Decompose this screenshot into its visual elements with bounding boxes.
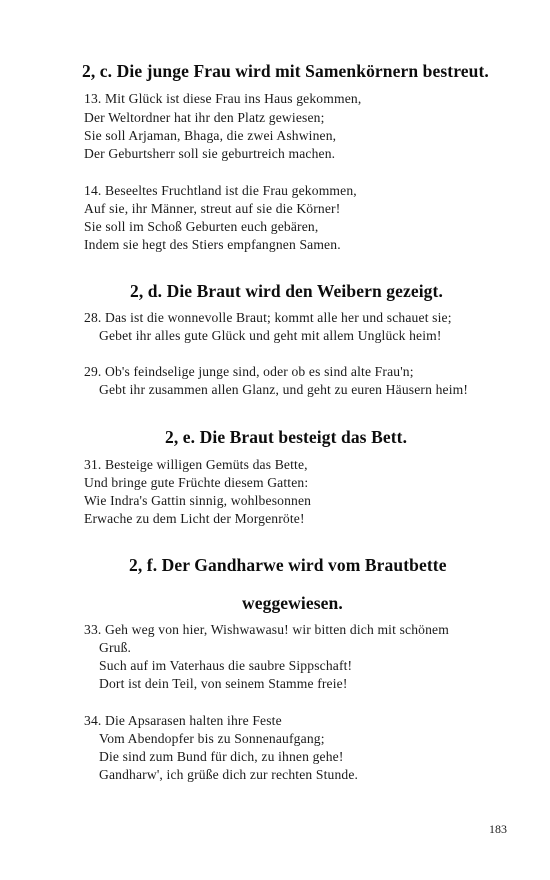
section-heading-2f-continued: weggewiesen. — [242, 593, 343, 613]
verse-line: Und bringe gute Früchte diesem Gatten: — [84, 475, 309, 490]
verse-line: 28. Das ist die wonnevolle Braut; kommt alle her und schauet sie; — [84, 310, 452, 325]
verse-line: 14. Beseeltes Fruchtland ist die Frau gekommen, — [84, 183, 357, 198]
verse-line: Wie Indra's Gattin sinnig, wohlbesonnen — [84, 493, 312, 508]
verse-line: Dort ist dein Teil, von seinem Stamme freie! — [99, 676, 348, 691]
verse-line: 13. Mit Glück ist diese Frau ins Haus gekommen, — [84, 91, 362, 106]
verse-line: Der Weltordner hat ihr den Platz gewiesen; — [84, 110, 325, 125]
section-heading-2e: 2, e. Die Braut besteigt das Bett. — [165, 427, 408, 447]
verse-line: 29. Ob's feindselige junge sind, oder ob es sind alte Frau'n; — [84, 364, 414, 379]
verse-line: Der Geburtsherr soll sie geburtreich machen. — [84, 146, 336, 161]
verse-line: Erwache zu dem Licht der Morgenröte! — [84, 511, 305, 526]
verse-line: Gandharw', ich grüße dich zur rechten Stunde. — [99, 767, 359, 782]
verse-line: Such auf im Vaterhaus die saubre Sippschaft! — [99, 658, 353, 673]
verse-line: 31. Besteige willigen Gemüts das Bette, — [84, 457, 308, 472]
verse-line: Gebt ihr zusammen allen Glanz, und geht zu euren Häusern heim! — [99, 382, 469, 397]
verse-line: Gebet ihr alles gute Glück und geht mit allem Unglück heim! — [99, 328, 442, 343]
verse-line: Sie soll im Schoß Geburten euch gebären, — [84, 219, 319, 234]
verse-line: Vom Abendopfer bis zu Sonnenaufgang; — [99, 731, 325, 746]
verse-line: Auf sie, ihr Männer, streut auf sie die Körner! — [84, 201, 341, 216]
page-number: 183 — [489, 822, 507, 836]
verse-line: Die sind zum Bund für dich, zu ihnen gehe! — [99, 749, 344, 764]
verse-line: Indem sie hegt des Stiers empfangnen Samen. — [84, 237, 341, 252]
section-heading-2c: 2, c. Die junge Frau wird mit Samenkörnern bestreut. — [82, 61, 489, 81]
section-heading-2d: 2, d. Die Braut wird den Weibern gezeigt. — [130, 281, 443, 301]
verse-line: Gruß. — [99, 640, 132, 655]
verse-line: 33. Geh weg von hier, Wishwawasu! wir bitten dich mit schönem — [84, 622, 449, 637]
section-heading-2f: 2, f. Der Gandharwe wird vom Brautbette — [129, 555, 447, 575]
verse-line: 34. Die Apsarasen halten ihre Feste — [84, 713, 282, 728]
verse-line: Sie soll Arjaman, Bhaga, die zwei Ashwinen, — [84, 128, 337, 143]
